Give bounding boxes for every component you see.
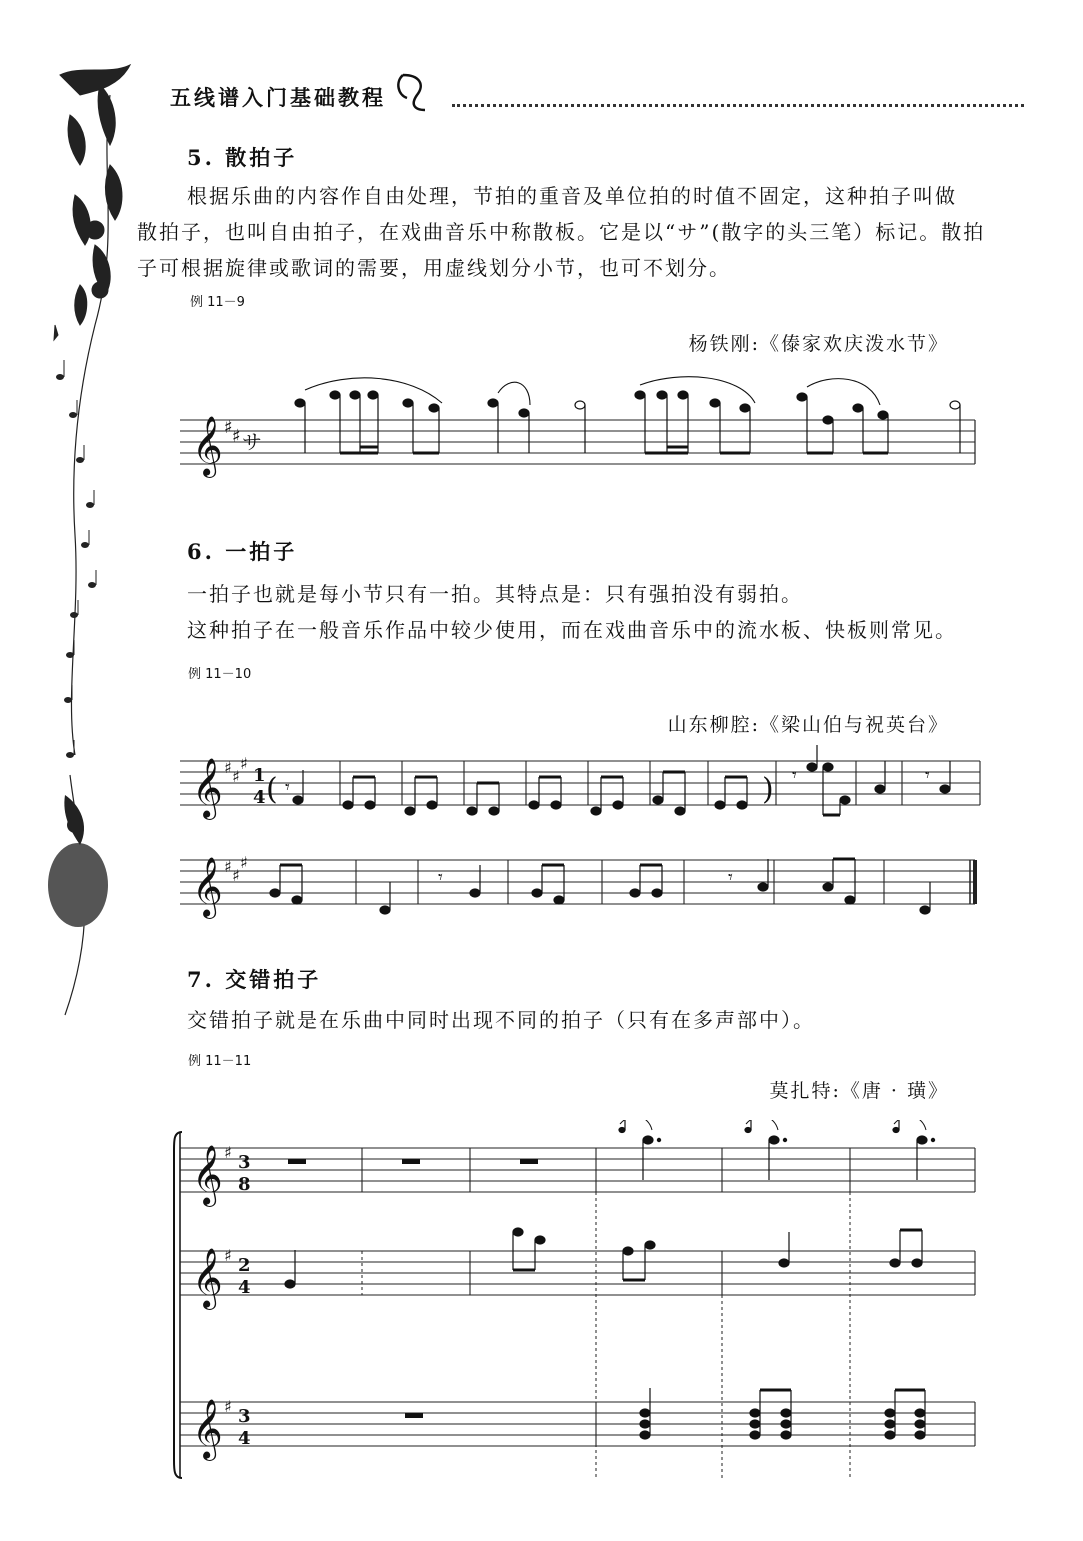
sharp-sign: ♯ [224,417,233,438]
time-sig-denominator: 4 [253,787,266,808]
example-11-11-label: 例 11－11 [188,1054,252,1069]
time-sig-3-4-num: 3 [238,1406,251,1427]
section-5-line-1: 根据乐曲的内容作自由处理，节拍的重音及单位拍的时值不固定，这种拍子叫做 [187,184,957,208]
svg-text:♯: ♯ [240,754,248,773]
section-6-title: 6. 一拍子 [187,539,298,564]
svg-text:♯: ♯ [232,767,240,786]
score-example-11-9 [180,375,980,505]
scroll-ornament [395,70,435,115]
svg-text:𝄾: 𝄾 [728,867,733,888]
score-example-11-10-line-1 [180,745,985,835]
svg-text:𝄾: 𝄾 [285,777,290,798]
time-sig-3-4-den: 4 [238,1428,251,1449]
free-time-sign: サ [242,430,262,454]
svg-text:): ) [762,772,774,807]
svg-text:♯: ♯ [224,1143,232,1162]
example-11-11-source: 莫扎特:《唐 · 璜》 [769,1080,949,1102]
score-example-11-11 [170,1120,985,1490]
svg-text:♯: ♯ [232,866,240,885]
time-sig-numerator: 1 [253,765,266,786]
time-sig-2-4-den: 4 [238,1277,251,1298]
svg-text:(: ( [266,772,278,807]
svg-text:♯: ♯ [240,853,248,872]
time-sig-3-8-den: 8 [238,1174,251,1195]
example-11-9-label: 例 11－9 [190,295,245,310]
svg-text:♯: ♯ [224,1397,232,1416]
section-7-line-1: 交错拍子就是在乐曲中同时出现不同的拍子（只有在多声部中）。 [187,1008,815,1032]
treble-clef: 𝄞 [192,1399,223,1459]
svg-text:𝄾: 𝄾 [438,867,443,888]
example-11-10-label: 例 11－10 [188,667,252,682]
example-11-10-source: 山东柳腔:《梁山伯与祝英台》 [667,714,949,736]
treble-clef: 𝄞 [192,1145,223,1205]
treble-clef: 𝄞 [192,857,223,917]
svg-text:♯: ♯ [224,1246,232,1265]
treble-clef: 𝄞 [192,416,223,476]
header-rule [452,104,1024,107]
svg-text:♯: ♯ [224,758,232,777]
svg-text:♯: ♯ [224,857,232,876]
sharp-sign: ♯ [232,426,241,447]
time-sig-2-4-num: 2 [238,1255,251,1276]
example-11-9-source: 杨铁刚:《傣家欢庆泼水节》 [688,333,949,355]
floral-decoration [40,55,160,1025]
score-example-11-10-line-2 [180,845,985,930]
header-title: 五线谱入门基础教程 [170,86,386,110]
treble-clef: 𝄞 [192,758,223,818]
svg-text:𝄾: 𝄾 [925,765,930,786]
time-sig-3-8-num: 3 [238,1152,251,1173]
section-6-line-1: 一拍子也就是每小节只有一拍。其特点是：只有强拍没有弱拍。 [187,582,803,606]
section-5-line-3: 子可根据旋律或歌词的需要，用虚线划分小节，也可不划分。 [137,256,731,280]
section-7-title: 7. 交错拍子 [187,967,322,992]
section-5-title: 5. 散拍子 [187,145,298,170]
treble-clef: 𝄞 [192,1248,223,1308]
svg-text:𝄾: 𝄾 [792,765,797,786]
section-5-line-2: 散拍子，也叫自由拍子，在戏曲音乐中称散板。它是以“サ”(散字的头三笔）标记。散拍 [137,220,986,244]
section-6-line-2: 这种拍子在一般音乐作品中较少使用，而在戏曲音乐中的流水板、快板则常见。 [187,618,957,642]
